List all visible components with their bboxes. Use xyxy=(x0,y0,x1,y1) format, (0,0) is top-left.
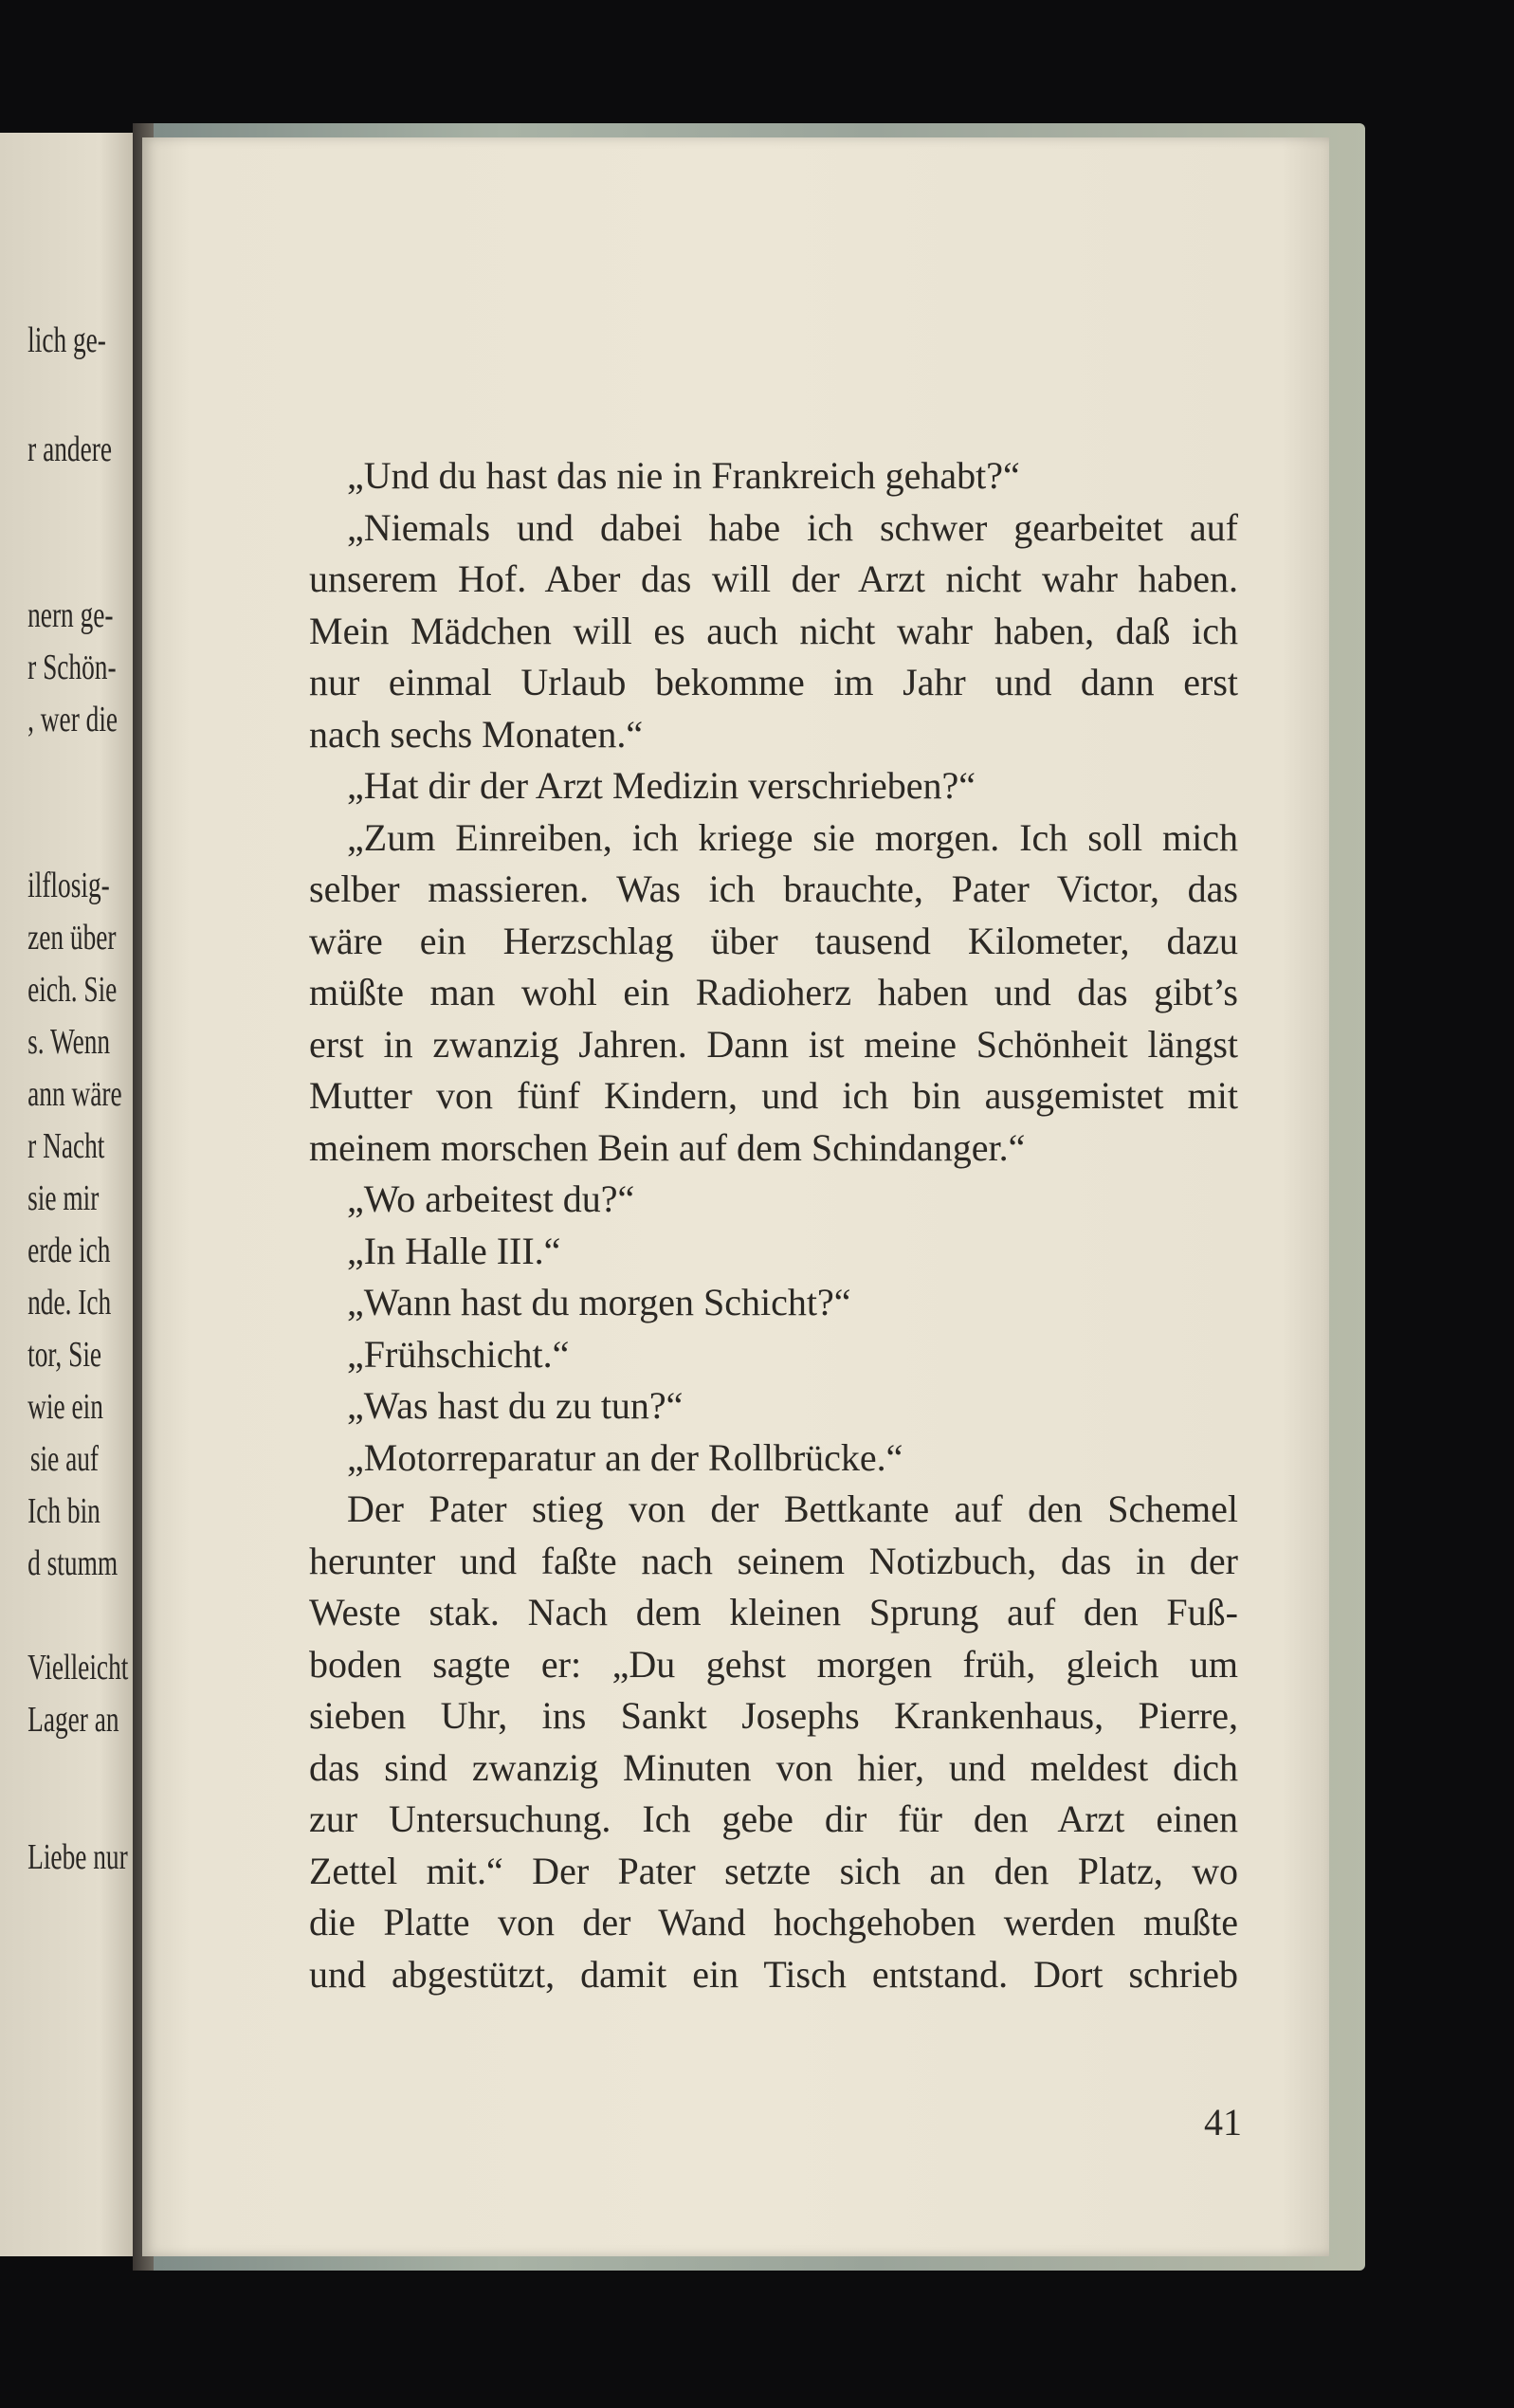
left-fragment: lich ge- xyxy=(27,320,106,360)
left-fragment: s. Wenn xyxy=(27,1022,111,1062)
left-fragment: r Nacht xyxy=(27,1126,105,1166)
left-fragment: nern ge- xyxy=(27,595,114,635)
left-fragment: sie auf xyxy=(29,1439,99,1479)
text-line: Zettel mit.“ Der Pater setzte sich an den Platz, wo xyxy=(309,1849,1238,1892)
left-fragment: wie ein xyxy=(27,1387,103,1427)
text-line: nach sechs Monaten.“ xyxy=(309,712,644,756)
text-line: die Platte von der Wand hochgehoben werden mußte xyxy=(309,1901,1238,1943)
text-line: das sind zwanzig Minuten von hier, und meldest dich xyxy=(309,1745,1238,1789)
text-line: „Hat dir der Arzt Medizin verschrieben?“ xyxy=(347,764,976,807)
text-line: herunter und faßte nach seinem Notizbuch, das in der xyxy=(309,1539,1238,1582)
text-line: Mein Mädchen will es auch nicht wahr haben, daß ich xyxy=(309,609,1238,652)
text-line: erst in zwanzig Jahren. Dann ist meine Schönheit längst xyxy=(309,1022,1238,1066)
text-line: wäre ein Herzschlag über tausend Kilometer, dazu xyxy=(309,919,1238,962)
left-fragment: ilflosig- xyxy=(27,866,110,905)
text-line: „Wo arbeitest du?“ xyxy=(347,1177,635,1220)
text-line: „Und du hast das nie in Frankreich gehabt?“ xyxy=(347,454,1020,497)
facing-page-left xyxy=(0,133,142,2256)
book-page xyxy=(142,137,1329,2256)
left-fragment: erde ich xyxy=(27,1231,111,1270)
text-block xyxy=(309,450,1238,2000)
text-line: „Frühschicht.“ xyxy=(347,1332,570,1376)
text-line: selber massieren. Was ich brauchte, Pater Victor, das xyxy=(309,867,1238,910)
text-line: sieben Uhr, ins Sankt Josephs Krankenhaus, Pierre, xyxy=(309,1694,1238,1737)
text-line: unserem Hof. Aber das will der Arzt nicht wahr haben. xyxy=(309,557,1238,600)
left-fragment: Liebe nur xyxy=(27,1837,128,1877)
left-fragment: eich. Sie xyxy=(27,970,118,1010)
text-line: „In Halle III.“ xyxy=(347,1229,561,1272)
text-line: boden sagte er: „Du gehst morgen früh, gleich um xyxy=(309,1642,1238,1686)
left-fragment: Vielleicht xyxy=(27,1648,129,1687)
left-fragment: tor, Sie xyxy=(27,1335,102,1375)
text-line: und abgestützt, damit ein Tisch entstand. Dort schrieb xyxy=(309,1952,1238,1996)
left-fragment: zen über xyxy=(27,918,117,958)
left-fragment: Lager an xyxy=(27,1700,119,1740)
text-line: müßte man wohl ein Radioherz haben und das gibt’s xyxy=(309,971,1238,1013)
left-fragment: nde. Ich xyxy=(27,1283,112,1323)
left-fragment: d stumm xyxy=(27,1543,119,1583)
page-number: 41 xyxy=(1204,2101,1242,2143)
text-line: „Niemals und dabei habe ich schwer gearbeitet auf xyxy=(347,505,1238,549)
text-line: „Wann hast du morgen Schicht?“ xyxy=(347,1281,851,1323)
text-line: meinem morschen Bein auf dem Schindanger.“ xyxy=(309,1125,1026,1169)
text-line: „Motorreparatur an der Rollbrücke.“ xyxy=(347,1435,903,1479)
text-line: nur einmal Urlaub bekomme im Jahr und dann erst xyxy=(309,661,1238,703)
text-line: zur Untersuchung. Ich gebe dir für den Arzt einen xyxy=(309,1797,1238,1840)
text-line: „Was hast du zu tun?“ xyxy=(347,1384,684,1427)
left-fragment: ann wäre xyxy=(27,1074,122,1114)
left-fragment: r Schön- xyxy=(27,648,117,687)
text-line: Der Pater stieg von der Bettkante auf den Schemel xyxy=(347,1487,1238,1530)
left-fragment: sie mir xyxy=(27,1178,100,1218)
left-fragment: , wer die xyxy=(27,700,119,739)
left-fragment: r andere xyxy=(27,429,112,469)
text-line: Mutter von fünf Kindern, und ich bin ausgemistet mit xyxy=(309,1074,1238,1117)
text-line: Weste stak. Nach dem kleinen Sprung auf den Fuß- xyxy=(309,1591,1238,1633)
text-line: „Zum Einreiben, ich kriege sie morgen. Ich soll mich xyxy=(347,815,1238,859)
left-fragment: Ich bin xyxy=(27,1491,100,1531)
